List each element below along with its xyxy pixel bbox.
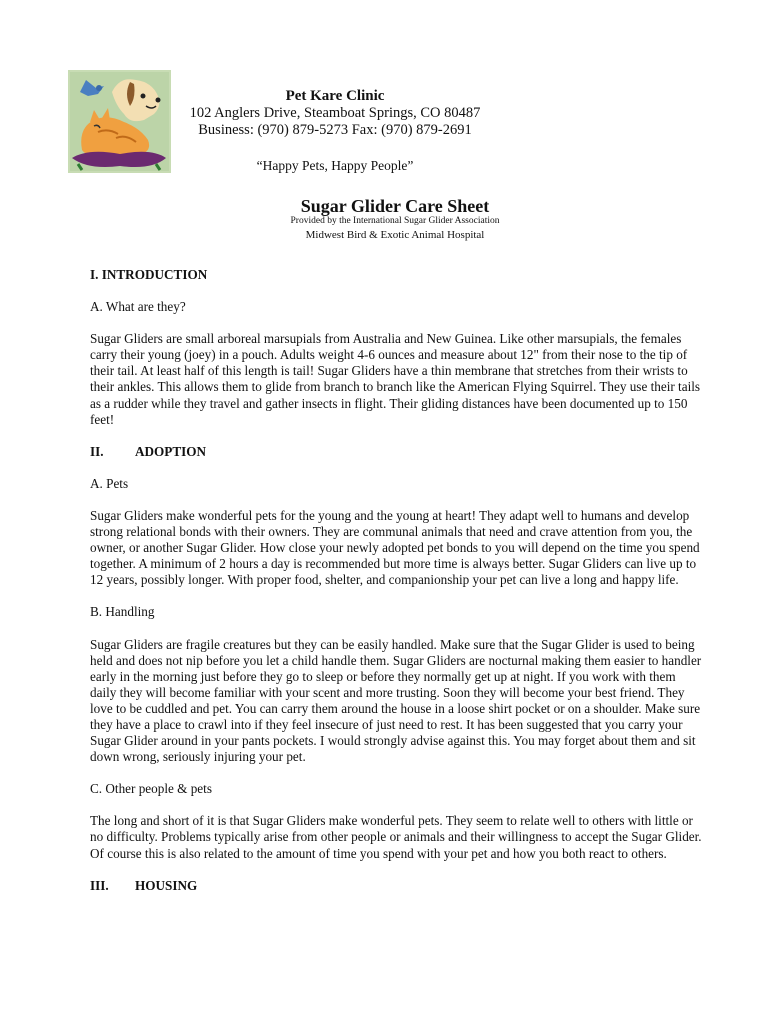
subsection-heading-other-people-pets: C. Other people & pets	[90, 781, 212, 797]
paragraph-handling: Sugar Gliders are fragile creatures but they can be easily handled. Make sure that the Sugar Glider is used to being held and does not nip before you let a child handle them. Sugar Gliders are nocturnal making them easier to handler early in the morning just before they go to sleep or before they normally get up at night. If you work with them daily they will become familiar with your scent and more trusting. Soon they will become your best friend. They love to be cuddled and pet. You can carry them around the house in a loose shirt pocket or on a shoulder. Make sure they have a place to crawl into if they feel insecure of just need to rest. It has been suggested that you carry your Sugar Glider around in your pants pockets. I would strongly advise against this. You may forget about them and sit down wrong, seriously injuring your pet.	[90, 636, 702, 765]
section-heading-introduction: I. INTRODUCTION	[90, 267, 208, 282]
subsection-heading-what-are-they: A. What are they?	[90, 299, 186, 315]
document-body	[90, 267, 705, 894]
subsection-heading-handling: B. Handling	[90, 604, 155, 620]
section-heading-adoption	[90, 444, 705, 460]
document-title: Sugar Glider Care Sheet	[300, 196, 490, 216]
paragraph-introduction: Sugar Gliders are small arboreal marsupials from Australia and New Guinea. Like other marsupials, the females carry their young (joey) in a pouch. Adults weight 4-6 ounces and measure about 12" from their nose to the tip of their tail. At least half of this length is tail! Sugar Gliders have a thin membrane that stretches from their wrists to their ankles. This allows them to glide from branch to branch like the American Flying Squirrel. They use their tails as a rudder while they travel and gather insects in flight. Their gliding distances have been documented up to 150 feet!	[90, 331, 701, 427]
section-number: III.	[90, 877, 109, 893]
section-title: ADOPTION	[135, 443, 207, 459]
paragraph-other-people-pets: The long and short of it is that Sugar Gliders make wonderful pets. They seem to relate well to others with little or no difficulty. Problems typically arise from other people or animals and their willingness to accept the Sugar Glider. Of course this is also related to the amount of time you spend with your pet and how you both react to others.	[90, 813, 702, 861]
clinic-address: 102 Anglers Drive, Steamboat Springs, CO 80487	[189, 105, 481, 121]
document-subtitle-hospital: Midwest Bird & Exotic Animal Hospital	[305, 229, 485, 241]
section-heading-housing	[90, 878, 705, 894]
paragraph-pets: Sugar Gliders make wonderful pets for the young and the young at heart! They adapt well to humans and develop strong relational bonds with their owners. They are communal animals that need and crave attention from you, the owner, or another Sugar Glider. How close your newly adopted pet bonds to you will depend on the time you spend together. A minimum of 2 hours a day is recommended but more time is always better. Sugar Gliders can live up to 12 years, possibly longer. With proper food, shelter, and companionship your pet can live a long and happy life.	[90, 507, 700, 588]
section-number: II.	[90, 443, 104, 459]
document-subtitle-provider: Provided by the International Sugar Glider Association	[290, 216, 500, 226]
clinic-phone: Business: (970) 879-5273 Fax: (970) 879-2691	[198, 122, 472, 138]
subsection-heading-pets: A. Pets	[90, 475, 129, 491]
clinic-motto: “Happy Pets, Happy People”	[256, 158, 414, 173]
clinic-logo	[68, 70, 171, 173]
clinic-name: Pet Kare Clinic	[285, 88, 385, 104]
clinic-header	[170, 87, 500, 139]
pet-clinic-logo-icon	[68, 70, 171, 173]
section-title: HOUSING	[135, 877, 198, 893]
